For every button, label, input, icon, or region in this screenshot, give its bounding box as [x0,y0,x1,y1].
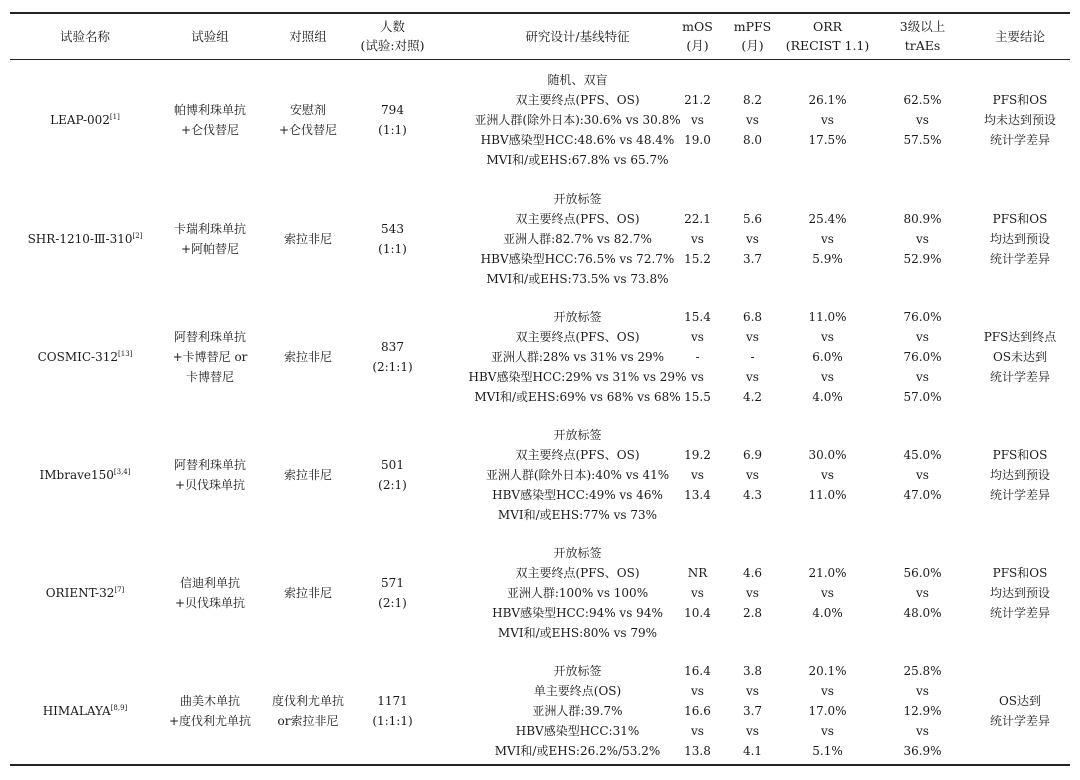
cell-exp [145,658,275,764]
trae-line: vs [916,724,929,738]
cell-trae [870,658,975,764]
orr-line: vs [821,232,834,246]
mpfs-line: vs [746,468,759,482]
mpfs-line: vs [746,586,759,600]
mos-line: 21.2 [684,93,711,107]
n-line: (2:1) [378,478,407,492]
mos-line: 15.4 [684,310,711,324]
mos-line: 19.0 [684,133,711,147]
concl-line: 均未达到预设 [983,113,1056,127]
exp-line: 卡博替尼 [185,370,234,384]
design-line: 开放标签 [553,310,602,324]
exp-line: 卡瑞利珠单抗 [173,222,246,236]
mos-line: 16.4 [684,664,711,678]
orr-line: vs [821,684,834,698]
n-line: 794 [381,103,404,117]
trial-name-text: SHR-1210-Ⅲ-310 [27,232,133,246]
n-line: 837 [381,340,404,354]
mpfs-line: vs [746,113,759,127]
mos-line: vs [691,232,704,246]
header-design-line: 研究设计/基线特征 [525,28,630,44]
orr-line: vs [821,468,834,482]
design-line: 双主要终点(PFS、OS) [515,330,640,344]
mpfs-line: 6.9 [742,448,763,462]
orr-line: 11.0% [808,488,847,502]
header-mpfs-line: (月) [741,38,764,53]
trae-line: 47.0% [903,488,942,502]
mos-line: vs [691,113,704,127]
design-line: 亚洲人群:28% vs 31% vs 29% [490,350,665,364]
trial-name-text: ORIENT-32 [45,586,115,600]
trae-line: 80.9% [903,212,942,226]
concl-line: 均达到预设 [989,586,1050,600]
cell-orr [775,304,880,410]
orr-line: 5.9% [812,252,843,266]
ctrl-line: 索拉非尼 [283,350,332,364]
cell-orr [775,658,880,764]
exp-line: +度伐利尤单抗 [168,714,252,728]
mos-line: NR [687,566,708,580]
mos-line: 13.4 [684,488,711,502]
orr-line: 26.1% [808,93,847,107]
mos-line: vs [691,468,704,482]
trial-name [28,229,143,249]
design-line: HBV感染型HCC:76.5% vs 72.7% [480,252,675,266]
mos-line: vs [691,370,704,384]
mos-line: 19.2 [684,448,711,462]
ctrl-line: 索拉非尼 [283,468,332,482]
header-orr [775,16,880,56]
n-line: (2:1:1) [372,360,413,374]
concl-line: PFS达到终点 [983,330,1057,344]
trial-name-text: HIMALAYA [42,704,111,718]
header-ctrl-line: 对照组 [289,28,327,44]
cell-orr [775,67,880,173]
design-line: HBV感染型HCC:31% [515,724,640,738]
trae-line: 45.0% [903,448,942,462]
cell-ctrl [258,67,358,173]
design-line: 开放标签 [553,546,602,560]
cell-trial [10,186,160,292]
cell-orr [775,186,880,292]
n-line: (1:1) [378,123,407,137]
trae-line: vs [916,113,929,127]
cell-concl [970,540,1070,646]
trial-name-text: IMbrave150 [39,468,114,482]
design-line: 单主要终点(OS) [533,684,622,698]
orr-line: vs [821,113,834,127]
header-concl [970,16,1070,56]
orr-line: vs [821,724,834,738]
design-line: 亚洲人群(除外日本):40% vs 41% [485,468,670,482]
orr-line: 17.5% [808,133,847,147]
mpfs-line: vs [746,330,759,344]
header-n-line: (试验:对照) [360,38,425,53]
cell-ctrl [258,304,358,410]
concl-line: 均达到预设 [989,468,1050,482]
orr-line: 30.0% [808,448,847,462]
trial-name [40,465,131,485]
trial-reference: [8,9] [110,704,128,712]
trial-reference: [1] [109,113,120,121]
table-bottom-rule [10,764,1070,766]
cell-ctrl [258,658,358,764]
cell-ctrl [258,422,358,528]
cell-exp [145,540,275,646]
cell-trae [870,304,975,410]
trae-line: 76.0% [903,350,942,364]
design-line: 亚洲人群:39.7% [532,704,623,718]
exp-line: +卡博替尼 or [172,350,248,364]
concl-line: 统计学差异 [989,252,1050,266]
design-line: MVI和/或EHS:80% vs 79% [497,626,658,640]
concl-line: 统计学差异 [989,133,1050,147]
mos-line: 16.6 [684,704,711,718]
cell-n [350,658,435,764]
cell-trial [10,540,160,646]
trial-name [38,347,133,367]
orr-line: 6.0% [812,350,843,364]
design-line: 随机、双盲 [547,73,608,87]
orr-line: 11.0% [808,310,847,324]
trial-name [43,701,128,721]
mos-line: 15.2 [684,252,711,266]
orr-line: 21.0% [808,566,847,580]
orr-line: 17.0% [808,704,847,718]
design-line: MVI和/或EHS:69% vs 68% vs 68% [474,390,681,404]
trae-line: 12.9% [903,704,942,718]
concl-line: OS未达到 [992,350,1048,364]
exp-line: 阿替利珠单抗 [173,330,246,344]
mpfs-line: 2.8 [742,606,763,620]
mpfs-line: vs [746,370,759,384]
cell-n [350,540,435,646]
design-line: MVI和/或EHS:67.8% vs 65.7% [486,153,669,167]
header-n [350,16,435,56]
mos-line: 10.4 [684,606,711,620]
trae-line: vs [916,684,929,698]
trae-line: vs [916,232,929,246]
design-line: HBV感染型HCC:48.6% vs 48.4% [480,133,675,147]
mpfs-line: 8.2 [742,93,763,107]
design-line: 开放标签 [553,192,602,206]
header-exp [145,16,275,56]
cell-n [350,304,435,410]
exp-line: +仑伐替尼 [180,123,240,137]
header-concl-line: 主要结论 [994,28,1045,44]
mos-line: vs [691,684,704,698]
header-orr-line: ORR [812,19,843,34]
header-mos-line: mOS [682,19,713,34]
n-line: (1:1:1) [372,714,413,728]
mpfs-line: 5.6 [742,212,763,226]
design-line: MVI和/或EHS:73.5% vs 73.8% [486,272,669,286]
exp-line: +贝伐珠单抗 [174,478,246,492]
cell-orr [775,422,880,528]
cell-exp [145,186,275,292]
n-line: (1:1) [378,242,407,256]
cell-trial [10,658,160,764]
trial-reference: [3,4] [113,468,131,476]
concl-line: 统计学差异 [989,370,1050,384]
trae-line: 56.0% [903,566,942,580]
trial-name [50,110,120,130]
mpfs-line: 6.8 [742,310,763,324]
ctrl-line: 安慰剂 [289,103,326,117]
concl-line: PFS和OS [992,93,1048,107]
trial-name [46,583,125,603]
cell-concl [970,67,1070,173]
n-line: 543 [381,222,404,236]
ctrl-line: 索拉非尼 [283,586,332,600]
trae-line: vs [916,330,929,344]
concl-line: 均达到预设 [989,232,1050,246]
mos-line: 22.1 [684,212,711,226]
mos-line: 13.8 [684,744,711,758]
trae-line: 48.0% [903,606,942,620]
design-line: 亚洲人群:100% vs 100% [506,586,649,600]
ctrl-line: +仑伐替尼 [278,123,338,137]
cell-exp [145,67,275,173]
ctrl-line: 索拉非尼 [283,232,332,246]
cell-n [350,422,435,528]
trial-reference: [7] [114,586,125,594]
design-line: 亚洲人群(除外日本):30.6% vs 30.8% [474,113,681,127]
n-line: 1171 [377,694,408,708]
mos-line: vs [691,586,704,600]
header-orr-line: (RECIST 1.1) [785,38,870,53]
mos-line: 15.5 [684,390,711,404]
design-line: 开放标签 [553,664,602,678]
cell-trae [870,422,975,528]
design-line: MVI和/或EHS:77% vs 73% [497,508,658,522]
n-line: 501 [381,458,404,472]
mos-line: vs [691,724,704,738]
design-line: 双主要终点(PFS、OS) [515,448,640,462]
header-mpfs-line: mPFS [733,19,772,34]
concl-line: 统计学差异 [989,488,1050,502]
cell-orr [775,540,880,646]
mpfs-line: 8.0 [742,133,763,147]
trae-line: 57.0% [903,390,942,404]
design-line: 亚洲人群:82.7% vs 82.7% [503,232,652,246]
table-header-rule [10,59,1070,60]
orr-line: 4.0% [812,606,843,620]
cell-exp [145,422,275,528]
orr-line: 4.0% [812,390,843,404]
table-top-rule [10,12,1070,14]
orr-line: 20.1% [808,664,847,678]
orr-line: 25.4% [808,212,847,226]
cell-concl [970,658,1070,764]
exp-line: 信迪利单抗 [179,576,240,590]
cell-exp [145,304,275,410]
design-line: 双主要终点(PFS、OS) [515,566,640,580]
header-trial-line: 试验名称 [59,28,110,44]
n-line: 571 [381,576,404,590]
mpfs-line: vs [746,684,759,698]
cell-n [350,67,435,173]
concl-line: OS达到 [998,694,1042,708]
mpfs-line: 3.8 [742,664,763,678]
trae-line: 62.5% [903,93,942,107]
exp-line: +贝伐珠单抗 [174,596,246,610]
mos-line: - [695,350,700,364]
trial-reference: [2] [132,232,143,240]
mpfs-line: 4.6 [742,566,763,580]
n-line: (2:1) [378,596,407,610]
mpfs-line: 4.2 [742,390,763,404]
cell-trae [870,186,975,292]
concl-line: PFS和OS [992,566,1048,580]
trae-line: 36.9% [903,744,942,758]
cell-concl [970,186,1070,292]
header-trae-line: 3级以上 [899,19,946,34]
exp-line: 阿替利珠单抗 [173,458,246,472]
ctrl-line: or索拉非尼 [277,714,339,728]
exp-line: +阿帕替尼 [180,242,240,256]
cell-ctrl [258,186,358,292]
design-line: HBV感染型HCC:49% vs 46% [492,488,663,502]
trae-line: 57.5% [903,133,942,147]
trae-line: vs [916,468,929,482]
header-trae [870,16,975,56]
trae-line: 25.8% [903,664,942,678]
header-ctrl [258,16,358,56]
exp-line: 帕博利珠单抗 [173,103,246,117]
trial-reference: [13] [118,350,133,358]
trae-line: vs [916,370,929,384]
cell-trial [10,422,160,528]
trae-line: vs [916,586,929,600]
design-line: HBV感染型HCC:29% vs 31% vs 29% [468,370,687,384]
orr-line: vs [821,330,834,344]
orr-line: 5.1% [812,744,843,758]
concl-line: PFS和OS [992,212,1048,226]
cell-concl [970,422,1070,528]
ctrl-line: 度伐利尤单抗 [271,694,344,708]
header-trial [10,16,160,56]
concl-line: PFS和OS [992,448,1048,462]
mpfs-line: 3.7 [742,704,763,718]
orr-line: vs [821,586,834,600]
cell-n [350,186,435,292]
cell-trae [870,540,975,646]
mpfs-line: 4.1 [742,744,763,758]
mpfs-line: vs [746,232,759,246]
design-line: 双主要终点(PFS、OS) [515,212,640,226]
cell-trae [870,67,975,173]
mpfs-line: vs [746,724,759,738]
trae-line: 76.0% [903,310,942,324]
orr-line: vs [821,370,834,384]
design-line: 双主要终点(PFS、OS) [515,93,640,107]
cell-trial [10,67,160,173]
trae-line: 52.9% [903,252,942,266]
header-trae-line: trAEs [904,38,941,53]
design-line: 开放标签 [553,428,602,442]
mos-line: vs [691,330,704,344]
exp-line: 曲美木单抗 [179,694,240,708]
concl-line: 统计学差异 [989,714,1050,728]
header-exp-line: 试验组 [191,28,229,44]
design-line: MVI和/或EHS:26.2%/53.2% [494,744,661,758]
cell-trial [10,304,160,410]
cell-concl [970,304,1070,410]
header-n-line: 人数 [379,19,405,34]
header-mos-line: (月) [686,38,709,53]
cell-ctrl [258,540,358,646]
mpfs-line: 4.3 [742,488,763,502]
concl-line: 统计学差异 [989,606,1050,620]
design-line: HBV感染型HCC:94% vs 94% [492,606,663,620]
trial-name-text: LEAP-002 [50,113,110,127]
mpfs-line: - [750,350,755,364]
mpfs-line: 3.7 [742,252,763,266]
trial-name-text: COSMIC-312 [37,350,119,364]
